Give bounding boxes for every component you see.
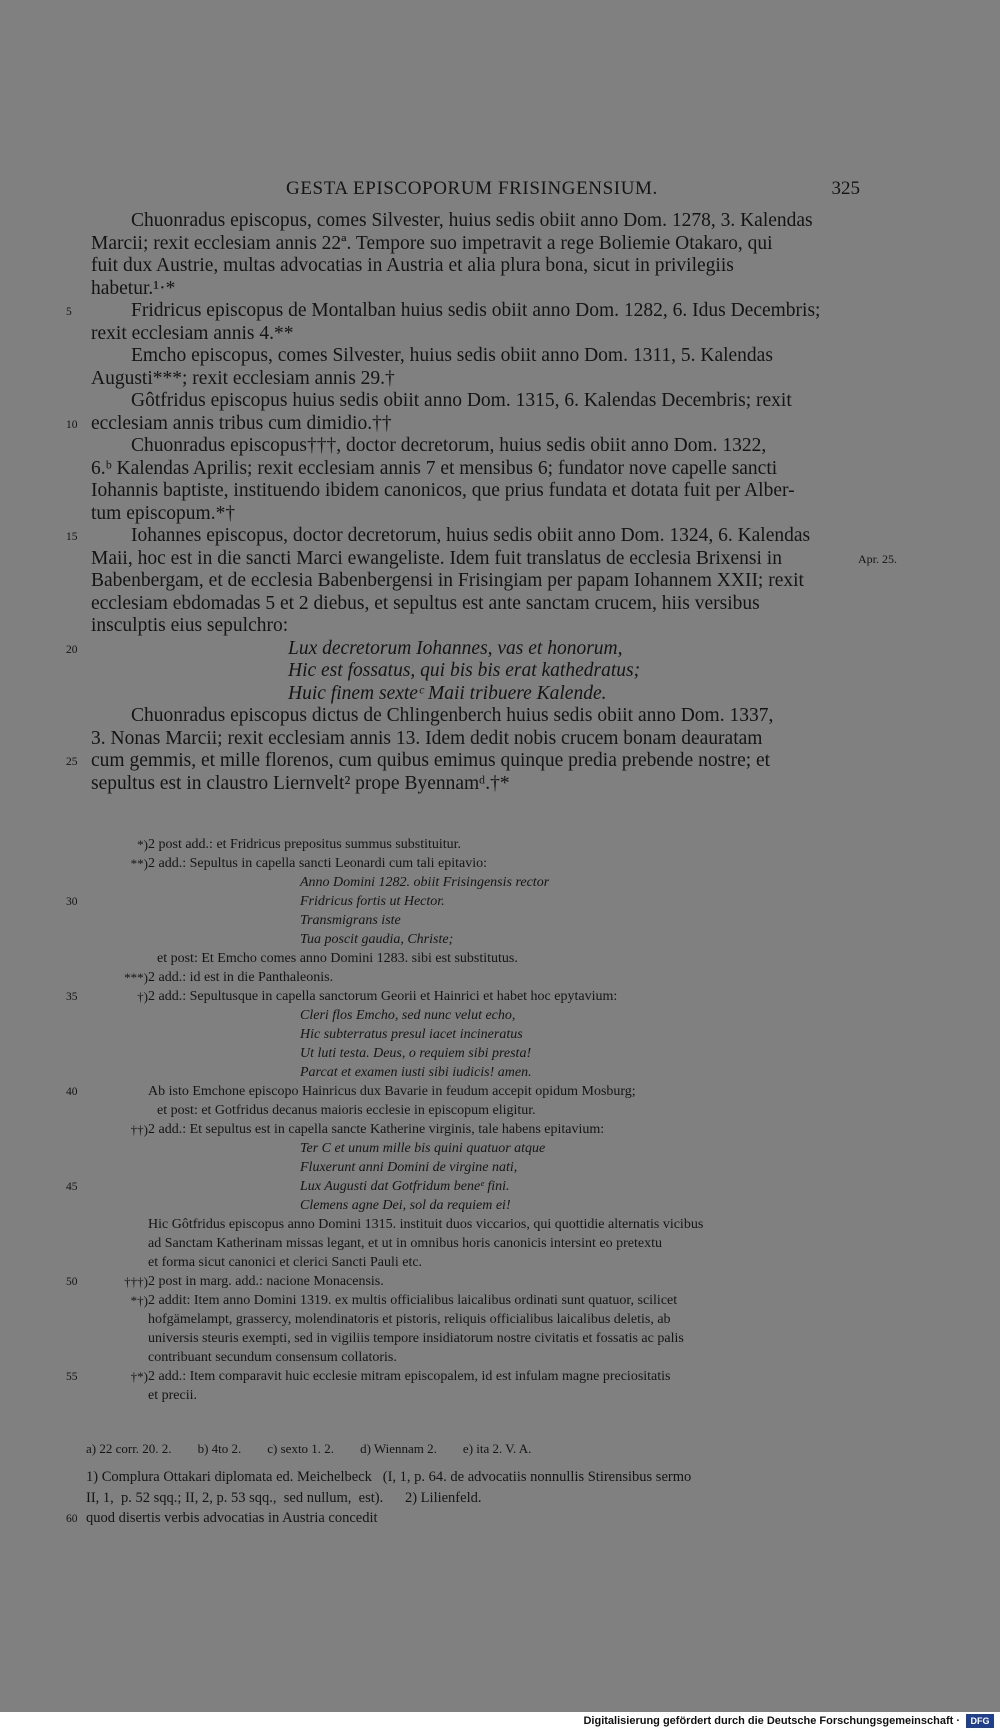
note-marker: †*) — [130, 1369, 148, 1384]
note-line — [0, 1386, 1000, 1405]
note-text: universis steuris exempti, sed in vigiliis tempore insidiatorum nostre civitatis et fossatis ac palis — [148, 1331, 684, 1346]
verse-line — [0, 638, 1000, 661]
verse-line — [0, 683, 1000, 706]
dfg-logo: DFG — [966, 1714, 994, 1728]
note-text: Fluxerunt anni Domini de virgine nati, — [300, 1160, 518, 1175]
note-line — [0, 968, 1000, 987]
note-line — [0, 1006, 1000, 1025]
note-text: et post: Et Emcho comes anno Domini 1283. sibi est substitutus. — [157, 951, 518, 966]
note-line — [0, 1329, 1000, 1348]
variant-readings — [86, 1441, 557, 1457]
line-text: Chuonradus episcopus dictus de Chlingenberch huius sedis obiit anno Dom. 1337, — [131, 705, 774, 726]
note-line — [0, 1234, 1000, 1253]
note-line — [0, 854, 1000, 873]
note-text: hofgämelampt, grassercy, molendinatoris et pistoris, reliquis officialibus laicalibus deletis, ab — [148, 1312, 671, 1327]
note-line — [0, 1215, 1000, 1234]
verse-line — [0, 660, 1000, 683]
text-line — [0, 615, 1000, 638]
note-line — [0, 1139, 1000, 1158]
note-marker: ***) — [124, 970, 148, 985]
note-line — [0, 1253, 1000, 1272]
line-number: 50 — [66, 1276, 78, 1288]
footnote-line — [0, 1508, 1000, 1529]
line-text: Hic est fossatus, qui bis bis erat kathedratus; — [288, 660, 641, 681]
line-text: habetur.¹·* — [91, 277, 176, 299]
text-line — [0, 413, 1000, 436]
note-text: contribuant secundum consensum collatoris. — [148, 1350, 397, 1365]
note-text: Tua poscit gaudia, Christe; — [300, 932, 454, 947]
note-text: Fridricus fortis ut Hector. — [300, 894, 445, 909]
page-header — [90, 178, 860, 204]
note-line — [0, 1044, 1000, 1063]
main-text — [0, 210, 1000, 795]
note-text: 2 post in marg. add.: nacione Monacensis. — [148, 1274, 384, 1289]
line-number: 55 — [66, 1371, 78, 1383]
note-line — [0, 1177, 1000, 1196]
line-text: sepultus est in claustro Liernvelt² prope Byennamᵈ.†* — [91, 772, 510, 794]
note-text: Hic Gôtfridus episcopus anno Domini 1315. instituit duos viccarios, qui quottidie alternatis vicibus — [148, 1217, 704, 1232]
note-text: 2 addit: Item anno Domini 1319. ex multis officialibus laicalibus ordinati sunt quatuor, scilicet — [148, 1293, 678, 1308]
text-line — [0, 593, 1000, 616]
line-text: Marcii; rexit ecclesiam annis 22ª. Tempore suo impetravit a rege Boliemie Otakaro, qui — [91, 232, 773, 254]
line-text: cum gemmis, et mille florenos, cum quibus emimus quinque predia prebende nostre; et — [91, 750, 771, 771]
footnote-text: 1) Complura Ottakari diplomata ed. Meichelbeck (I, 1, p. 64. de advocatiis nonnullis Stirensibus sermo — [86, 1469, 692, 1485]
note-line — [0, 1291, 1000, 1310]
line-text: ecclesiam ebdomadas 5 et 2 diebus, et sepultus est ante sanctam crucem, hiis versibus — [91, 592, 760, 614]
line-text: Chuonradus episcopus, comes Silvester, huius sedis obiit anno Dom. 1278, 3. Kalendas — [131, 210, 813, 231]
line-text: tum episcopum.*† — [91, 502, 236, 524]
text-line — [0, 525, 1000, 548]
note-line — [0, 949, 1000, 968]
footnote-line — [0, 1467, 1000, 1488]
line-text: Gôtfridus episcopus huius sedis obiit anno Dom. 1315, 6. Kalendas Decembris; rexit — [131, 390, 792, 411]
text-line — [0, 435, 1000, 458]
line-text: 3. Nonas Marcii; rexit ecclesiam annis 13. Idem dedit nobis crucem bonam deauratam — [91, 727, 763, 749]
note-marker: **) — [130, 856, 148, 871]
note-marker: *) — [137, 837, 148, 852]
line-number: 35 — [66, 991, 78, 1003]
line-number: 45 — [66, 1181, 78, 1193]
note-text: et precii. — [148, 1388, 197, 1403]
note-text: Hic subterratus presul iacet incineratus — [300, 1027, 523, 1042]
line-number: 10 — [66, 418, 78, 431]
note-line — [0, 892, 1000, 911]
note-line — [0, 987, 1000, 1006]
note-text: Transmigrans iste — [300, 913, 401, 928]
note-text: Cleri flos Emcho, sed nunc velut echo, — [300, 1008, 516, 1023]
line-text: Huic finem sexteᶜ Maii tribuere Kalende. — [288, 682, 607, 704]
variant-reading: c) sexto 1. 2. — [267, 1441, 335, 1456]
text-line — [0, 278, 1000, 301]
variant-reading: b) 4to 2. — [197, 1441, 242, 1456]
line-text: Fridricus episcopus de Montalban huius sedis obiit anno Dom. 1282, 6. Idus Decembris; — [131, 300, 821, 321]
text-line — [0, 728, 1000, 751]
note-line — [0, 1196, 1000, 1215]
text-line — [0, 548, 1000, 571]
text-line — [0, 300, 1000, 323]
footnote-text: quod disertis verbis advocatias in Austria concedit — [86, 1510, 378, 1526]
critical-notes — [0, 835, 1000, 1405]
note-text: 2 add.: id est in die Panthaleonis. — [148, 970, 334, 985]
line-number: 30 — [66, 896, 78, 908]
note-text: 2 add.: Sepultusque in capella sanctorum Georii et Hainrici et habet hoc epytavium: — [148, 989, 618, 1004]
note-text: Parcat et examen iusti sibi iudicis! amen. — [300, 1065, 532, 1080]
note-marker: *†) — [130, 1293, 148, 1308]
text-line — [0, 323, 1000, 346]
line-text: 6.ᵇ Kalendas Aprilis; rexit ecclesiam annis 7 et mensibus 6; fundator nove capelle sancti — [91, 457, 778, 479]
line-text: Iohannis baptiste, instituendo ibidem canonicos, que prius fundata et dotata fuit per Alber- — [91, 480, 795, 501]
line-number: 60 — [66, 1513, 78, 1525]
line-text: insculptis eius sepulchro: — [91, 615, 289, 636]
footnote-text: II, 1, p. 52 sqq.; II, 2, p. 53 sqq., sed nullum, est). 2) Lilienfeld. — [86, 1489, 482, 1506]
note-line — [0, 1272, 1000, 1291]
note-line — [0, 835, 1000, 854]
text-line — [0, 210, 1000, 233]
line-text: Lux decretorum Iohannes, vas et honorum, — [288, 637, 623, 659]
margin-date: Apr. 25. — [858, 551, 897, 566]
note-text: Ab isto Emchone episcopo Hainricus dux Bavarie in feudum accepit opidum Mosburg; — [148, 1084, 636, 1099]
page-number: 325 — [831, 178, 860, 199]
note-line — [0, 930, 1000, 949]
line-number: 20 — [66, 643, 78, 656]
line-text: rexit ecclesiam annis 4.** — [91, 322, 294, 344]
note-text: 2 add.: Item comparavit huic ecclesie mitram episcopalem, id est infulam magne preciositatis — [148, 1369, 671, 1384]
line-text: Emcho episcopus, comes Silvester, huius sedis obiit anno Dom. 1311, 5. Kalendas — [131, 345, 773, 366]
text-line — [0, 345, 1000, 368]
line-text: Maii, hoc est in die sancti Marci ewangeliste. Idem fuit translatus de ecclesia Brixensi in — [91, 547, 782, 569]
note-text: Ut luti testa. Deus, o requiem sibi presta! — [300, 1046, 532, 1061]
note-line — [0, 1101, 1000, 1120]
note-text: 2 post add.: et Fridricus prepositus summus substituitur. — [148, 837, 462, 852]
line-text: Babenbergam, et de ecclesia Babenbergensi in Frisingiam per papam Iohannem XXII; rexit — [91, 570, 804, 591]
text-line — [0, 390, 1000, 413]
text-line — [0, 458, 1000, 481]
footnotes — [0, 1467, 1000, 1529]
note-line — [0, 1158, 1000, 1177]
line-number: 25 — [66, 756, 78, 768]
line-number: 5 — [66, 306, 72, 318]
note-text: Clemens agne Dei, sol da requiem ei! — [300, 1198, 511, 1213]
note-text: 2 add.: Et sepultus est in capella sancte Katherine virginis, tale habens epitavium: — [148, 1122, 605, 1137]
note-text: et forma sicut canonici et clerici Sancti Pauli etc. — [148, 1255, 423, 1270]
note-line — [0, 873, 1000, 892]
variant-reading: a) 22 corr. 20. 2. — [86, 1441, 172, 1456]
note-line — [0, 1082, 1000, 1101]
note-text: et post: et Gotfridus decanus maioris ecclesie in episcopum eligitur. — [157, 1103, 536, 1118]
note-line — [0, 1367, 1000, 1386]
text-line — [0, 480, 1000, 503]
note-line — [0, 1120, 1000, 1139]
note-text: Anno Domini 1282. obiit Frisingensis rector — [300, 875, 550, 890]
note-line — [0, 911, 1000, 930]
text-line — [0, 233, 1000, 256]
digitization-credit-bar — [0, 1712, 1000, 1731]
footnote-line — [0, 1488, 1000, 1509]
line-text: fuit dux Austrie, multas advocatias in Austria et alia plura bona, sicut in privilegiis — [91, 255, 734, 276]
note-line — [0, 1063, 1000, 1082]
line-text: Chuonradus episcopus†††, doctor decretorum, huius sedis obiit anno Dom. 1322, — [131, 435, 767, 456]
note-line — [0, 1348, 1000, 1367]
running-title: GESTA EPISCOPORUM FRISINGENSIUM. — [286, 178, 658, 199]
text-line — [0, 368, 1000, 391]
line-text: ecclesiam annis tribus cum dimidio.†† — [91, 412, 392, 434]
note-marker: †) — [137, 989, 148, 1004]
line-text: Augusti***; rexit ecclesiam annis 29.† — [91, 367, 395, 389]
text-line — [0, 773, 1000, 796]
note-marker: ††) — [130, 1122, 148, 1137]
note-text: 2 add.: Sepultus in capella sancti Leonardi cum tali epitavio: — [148, 856, 488, 871]
note-text: Lux Augusti dat Gotfridum beneᵉ fini. — [300, 1179, 510, 1194]
note-line — [0, 1310, 1000, 1329]
text-line — [0, 705, 1000, 728]
credit-text: Digitalisierung gefördert durch die Deutsche Forschungsgemeinschaft · — [583, 1715, 960, 1727]
line-text: Iohannes episcopus, doctor decretorum, huius sedis obiit anno Dom. 1324, 6. Kalendas — [131, 525, 811, 546]
text-line — [0, 570, 1000, 593]
text-line — [0, 503, 1000, 526]
line-number: 15 — [66, 531, 78, 543]
text-line — [0, 750, 1000, 773]
note-text: Ter C et unum mille bis quini quatuor atque — [300, 1141, 546, 1156]
note-line — [0, 1025, 1000, 1044]
variant-reading: e) ita 2. V. A. — [462, 1441, 532, 1456]
note-marker: †††) — [124, 1274, 148, 1289]
note-text: ad Sanctam Katherinam missas legant, et ut in omnibus horis canonicis intersint eo pretextu — [148, 1236, 662, 1251]
text-line — [0, 255, 1000, 278]
variant-reading: d) Wiennam 2. — [360, 1441, 437, 1456]
line-number: 40 — [66, 1086, 78, 1098]
